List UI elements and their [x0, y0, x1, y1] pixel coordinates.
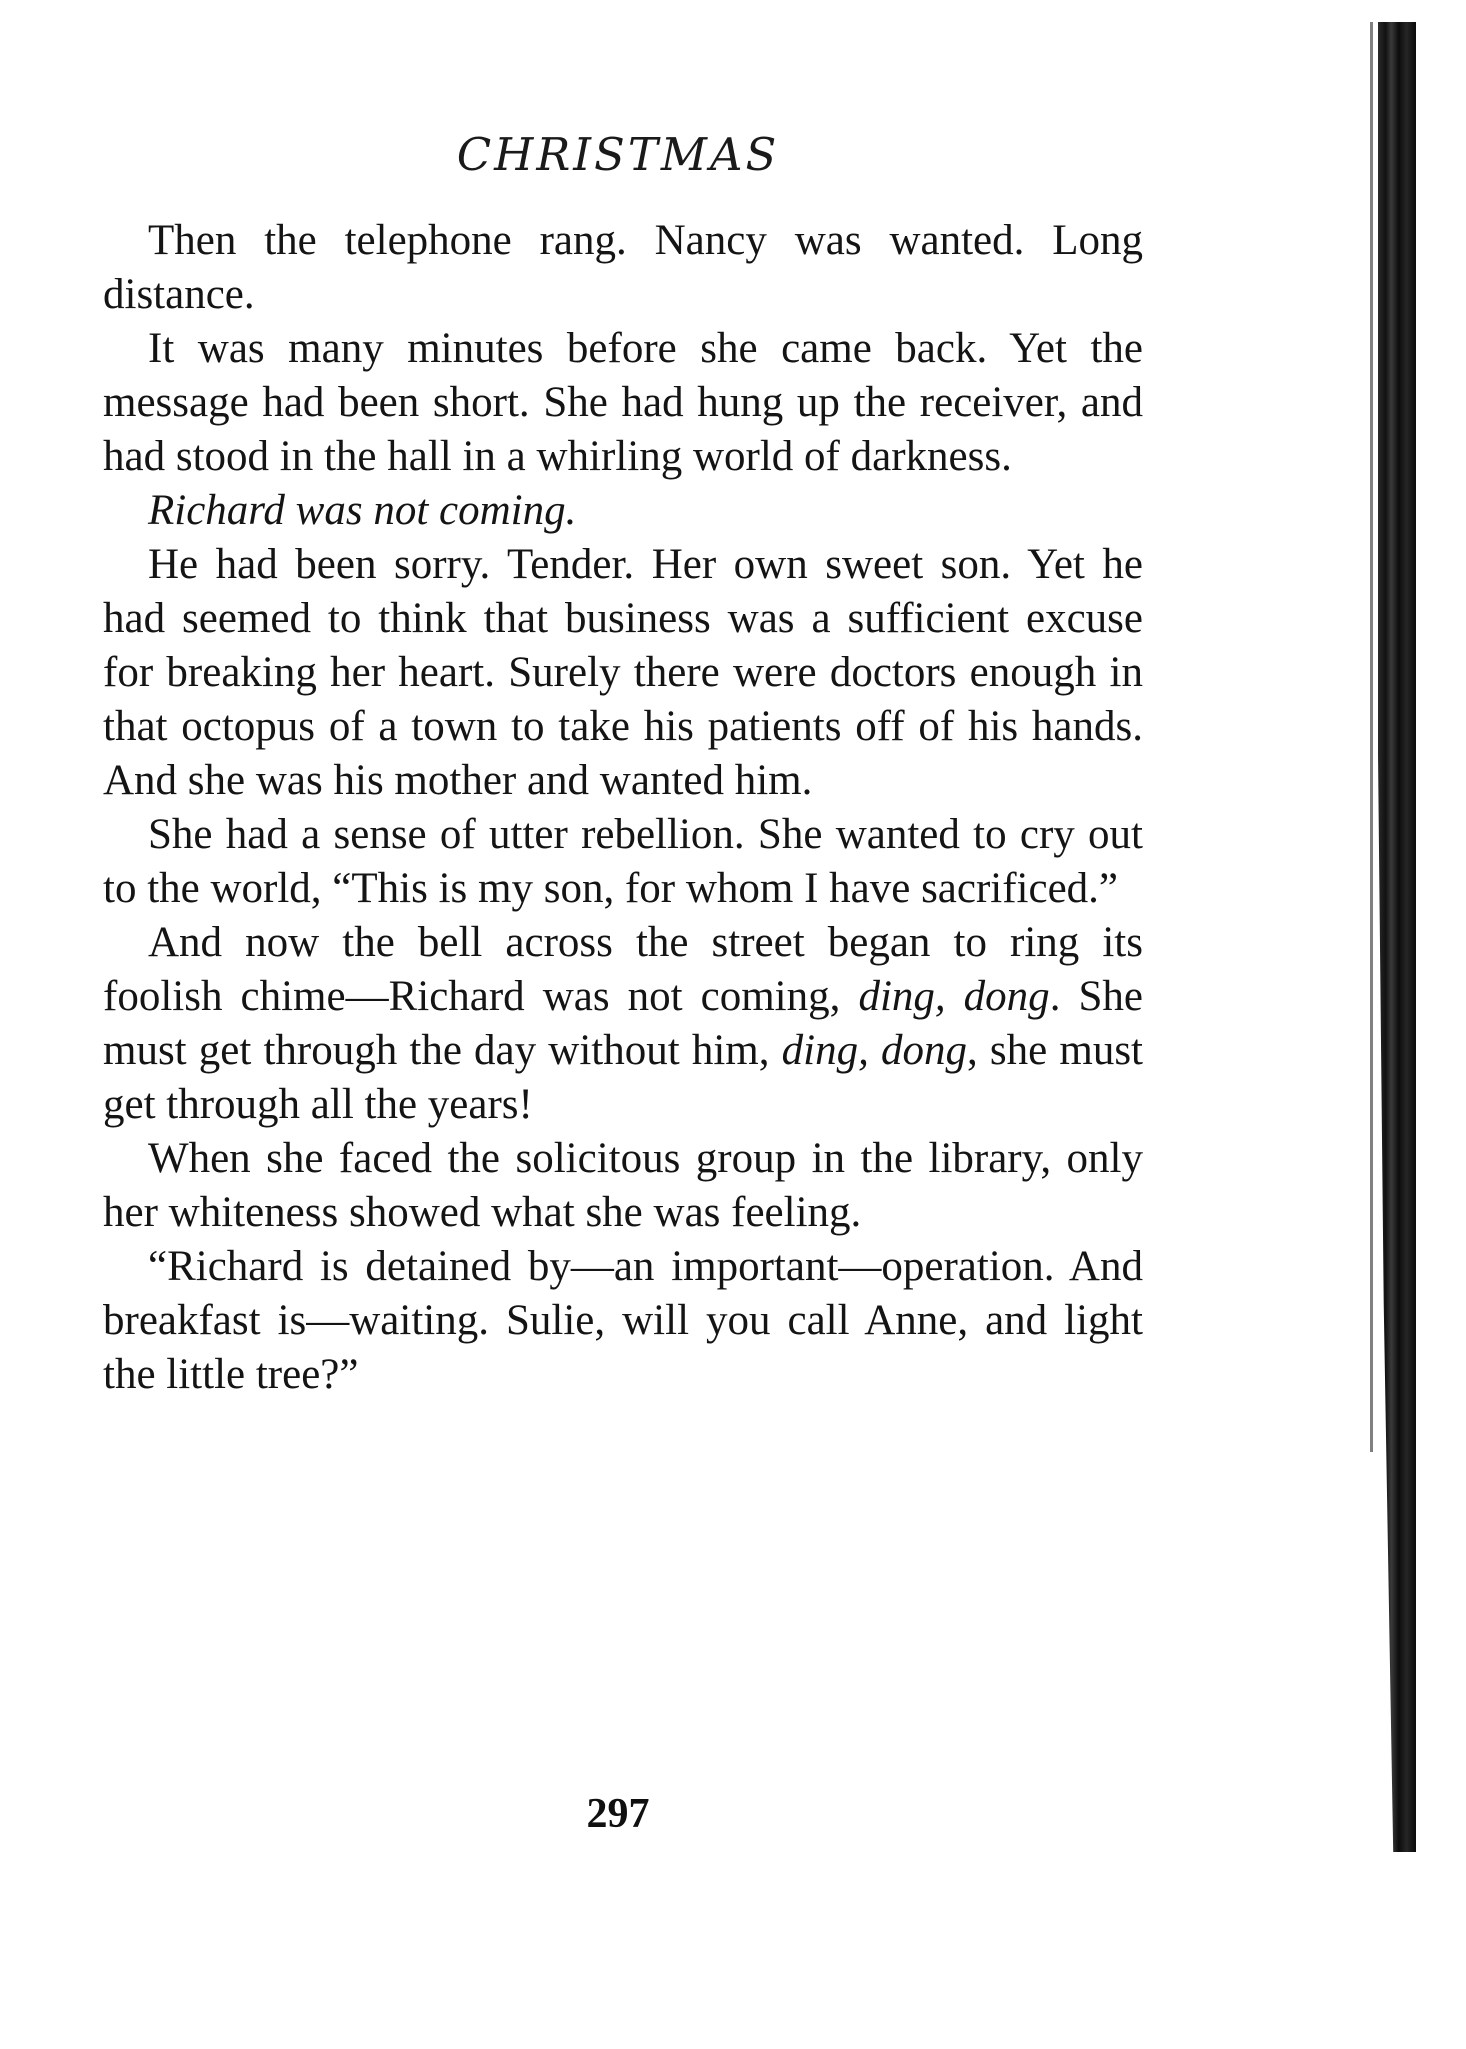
paragraph [103, 538, 1143, 808]
binding-edge [1378, 22, 1416, 1852]
paragraph-text: She had a sense of utter rebellion. She wanted to cry out to the world, “This is my son, for whom I have sacrificed.” [103, 811, 1143, 912]
paragraph-text: He had been sorry. Tender. Her own sweet son. Yet he had seemed to think that business was a sufficient excuse for breaking her heart. Surely there were doctors enough in that octopus of a town to take his patients off of his hands. And she was his mother and wanted him. [103, 541, 1143, 804]
paragraph-text: It was many minutes before she came back. Yet the message had been short. She had hung up the receiver, and had stood in the hall in a whirling world of darkness. [103, 325, 1143, 480]
paragraph-text: When she faced the solicitous group in the library, only her whiteness showed what she was feeling. [103, 1135, 1143, 1236]
paragraph [103, 214, 1143, 322]
paragraph-text: Then the telephone rang. Nancy was wanted. Long distance. [103, 217, 1143, 318]
body-text [103, 214, 1143, 1402]
paragraph [103, 916, 1143, 1132]
italic-text: ding, dong [858, 973, 1050, 1020]
paragraph [103, 808, 1143, 916]
paragraph-text: And now the bell across the street began to ring its foolish chime—Richard was not coming, [103, 919, 1143, 1020]
running-head: CHRISTMAS [456, 128, 780, 181]
paragraph [103, 484, 1143, 538]
binding-shadow-line [1370, 22, 1373, 1452]
paragraph [103, 322, 1143, 484]
italic-text: ding, dong [781, 1027, 967, 1074]
page-number: 297 [586, 1791, 650, 1837]
paragraph-text: . She must get through the day without him, [103, 973, 1143, 1074]
paragraph-text: “Richard is detained by—an important—operation. And breakfast is—waiting. Sulie, will you call Anne, and light the little tree?” [103, 1243, 1143, 1398]
paragraph [103, 1240, 1143, 1402]
paragraph [103, 1132, 1143, 1240]
italic-text: Richard was not coming. [148, 487, 577, 534]
paragraph-text: , she must get through all the years! [103, 1027, 1143, 1128]
